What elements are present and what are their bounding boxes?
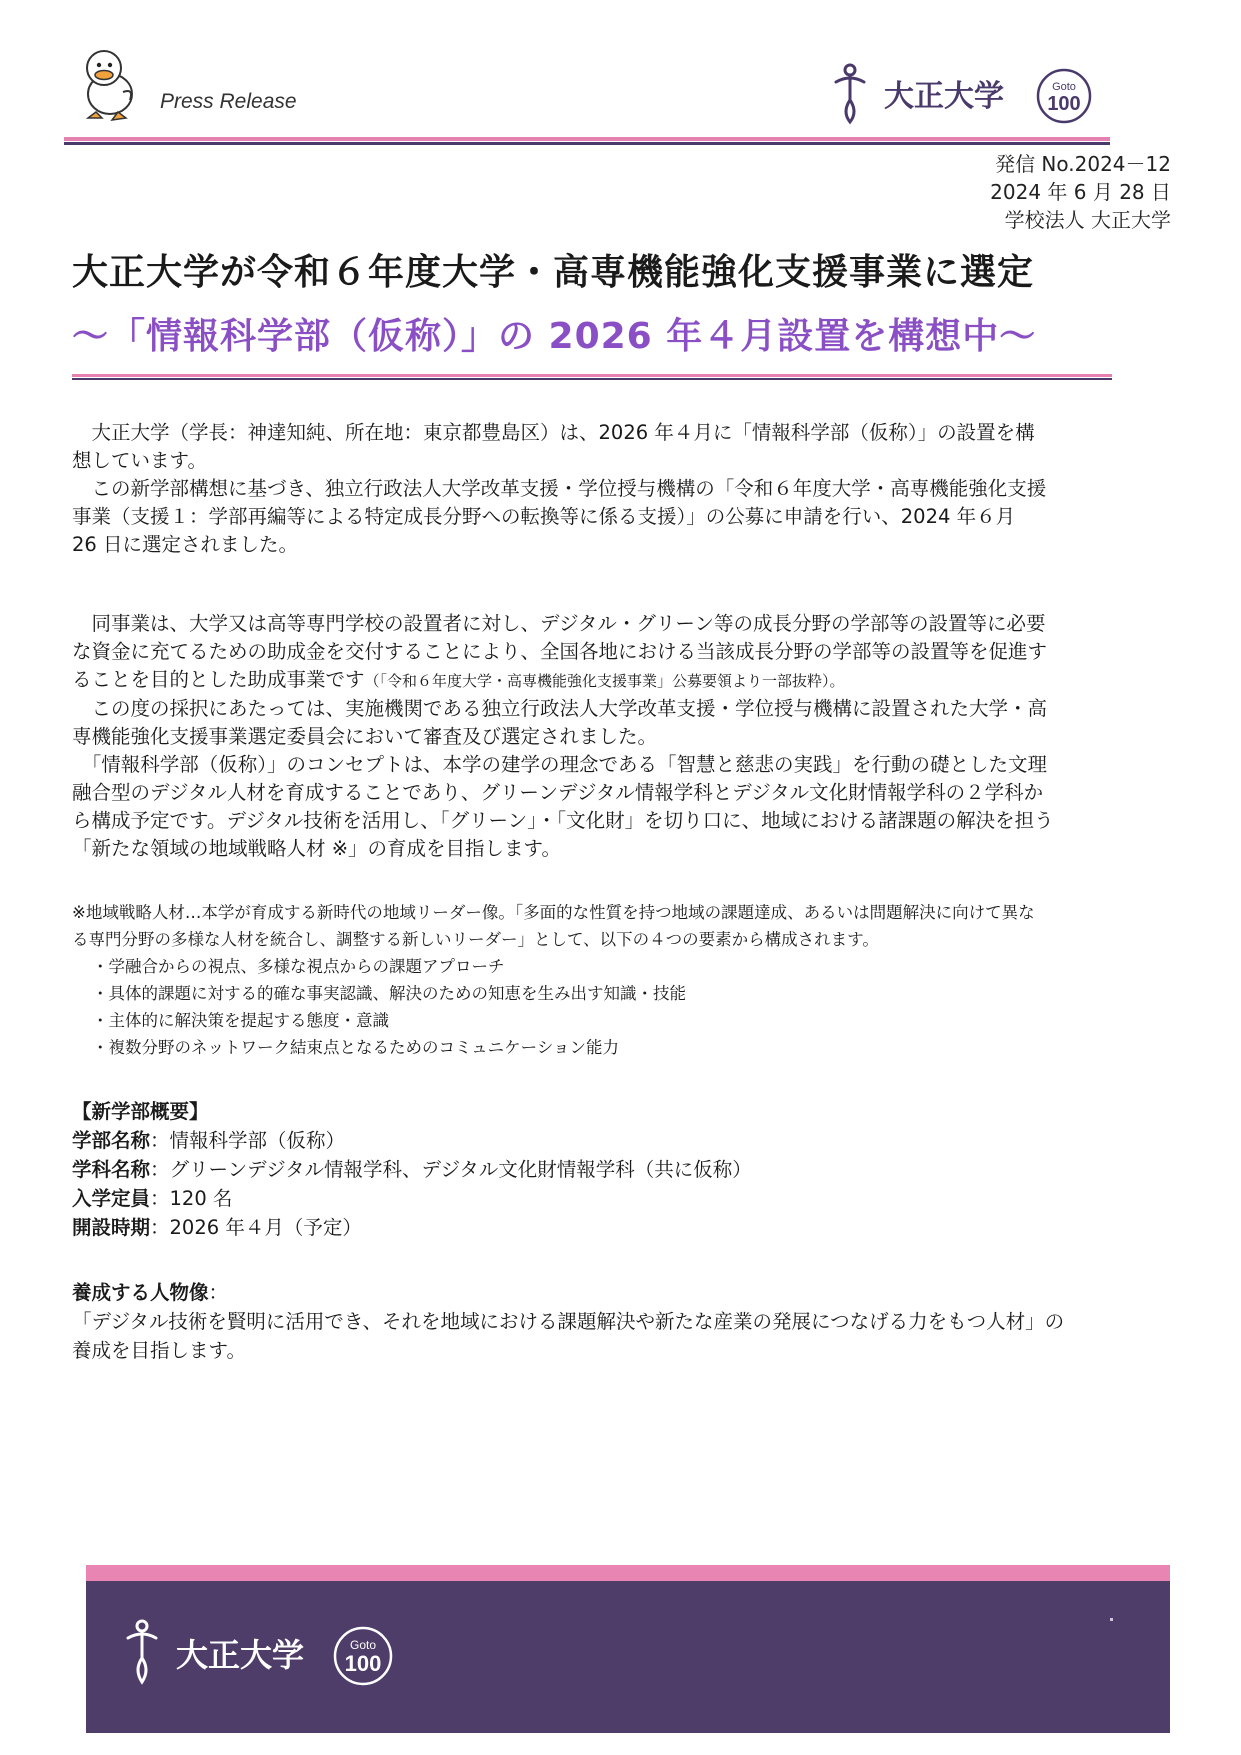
logo-wordmark: 大正大学 (884, 79, 1004, 114)
overview-label: 学科名称 (72, 1158, 151, 1181)
text-line: 養成を目指します。 (72, 1339, 246, 1362)
persona-heading: 養成する人物像 (72, 1281, 209, 1304)
list-item: ・学融合からの視点、多様な視点からの課題アプローチ (92, 957, 505, 976)
text-line: 想しています。 (72, 449, 207, 472)
text-line: 事業（支援１：学部再編等による特定成長分野への転換等に係る支援）」の公募に申請を行い、2024 年６月 (72, 505, 1016, 528)
overview-row (72, 1184, 752, 1213)
text-line: この新学部構想に基づき、独立行政法人大学改革支援・学位授与機構の「令和６年度大学・高専機能強化支援 (72, 477, 1047, 500)
university-emblem-icon (128, 1621, 156, 1682)
release-number: 発信 No.2024－12 (995, 152, 1171, 176)
university-emblem-icon (836, 65, 864, 122)
svg-text:Goto: Goto (349, 1638, 377, 1652)
text-line: ら構成予定です。デジタル技術を活用し、「グリーン」・「文化財」を切り口に、地域における諸課題の解決を担う (72, 809, 1054, 832)
overview-label: 学部名称 (72, 1129, 151, 1152)
persona-section (72, 1278, 1064, 1365)
overview-value: ：2026 年４月（予定） (150, 1216, 362, 1239)
overview-value: ：情報科学部（仮称） (150, 1129, 346, 1152)
overview-label: 入学定員 (72, 1187, 151, 1210)
text-line: この度の採択にあたっては、実施機関である独立行政法人大学改革支援・学位授与機構に設置された大学・高 (72, 697, 1048, 720)
header-rule-pink (64, 137, 1110, 141)
page-title: 大正大学が令和６年度大学・高専機能強化支援事業に選定 (72, 252, 1035, 293)
text-line (72, 666, 1172, 695)
text-line: 融合型のデジタル人材を育成することであり、グリーンデジタル情報学科とデジタル文化財情報学科の２学科か (72, 781, 1044, 804)
footer-university-logo (118, 1614, 398, 1694)
logo-wordmark: 大正大学 (176, 1636, 305, 1674)
release-meta (990, 150, 1171, 234)
persona-heading-row (72, 1278, 1064, 1307)
footer-mark (1110, 1618, 1113, 1621)
text-span: ることを目的とした助成事業です (72, 668, 365, 691)
source-citation: （「令和６年度大学・高専機能強化支援事業」公募要領より一部抜粋）。 (364, 672, 845, 690)
goto100-badge-icon (335, 1628, 391, 1684)
overview-row (72, 1126, 752, 1155)
paragraph-details (72, 610, 1172, 863)
footnote-bullet-list (92, 953, 686, 1061)
text-line: 専機能強化支援事業選定委員会において審査及び選定されました。 (72, 725, 658, 748)
list-item: ・複数分野のネットワーク結束点となるためのコミュニケーション能力 (92, 1038, 620, 1057)
title-rule-purple (72, 378, 1112, 380)
text-line: 26 日に選定されました。 (72, 533, 299, 556)
goto100-badge-icon (1038, 70, 1090, 122)
text-line: ※地域戦略人材…本学が育成する新時代の地域リーダー像。「多面的な性質を持つ地域の課題達成、あるいは問題解決に向けて異な (72, 903, 1035, 922)
overview-value: ：120 名 (150, 1187, 233, 1210)
svg-text:100: 100 (344, 1651, 382, 1676)
taisho-university-logo (826, 60, 1096, 130)
persona-colon: ： (208, 1281, 229, 1304)
release-date: 2024 年 6 月 28 日 (990, 180, 1171, 204)
text-line: 「デジタル技術を賢明に活用でき、それを地域における課題解決や新たな産業の発展につなげる力をもつ人材」の (72, 1310, 1065, 1333)
faculty-overview (72, 1097, 752, 1242)
text-line: 「情報科学部（仮称）」のコンセプトは、本学の建学の理念である「智慧と慈悲の実践」を行動の礎とした文理 (72, 753, 1048, 776)
footnote (72, 899, 1172, 953)
svg-text:100: 100 (1047, 93, 1081, 115)
duck-mascot-icon (68, 44, 148, 124)
text-line: る専門分野の多様な人材を統合し、調整する新しいリーダー」として、以下の４つの要素から構成されます。 (72, 930, 879, 949)
header-rule-purple (64, 142, 1110, 145)
overview-heading: 【新学部概要】 (72, 1100, 209, 1123)
text-line: 大正大学（学長：神達知純、所在地：東京都豊島区）は、2026 年４月に「情報科学部（仮称）」の設置を構 (72, 421, 1035, 444)
text-line: 同事業は、大学又は高等専門学校の設置者に対し、デジタル・グリーン等の成長分野の学部等の設置等に必要 (72, 612, 1046, 635)
paragraph-intro (72, 419, 1172, 559)
press-release-label: Press Release (160, 90, 297, 113)
overview-label: 開設時期 (72, 1216, 151, 1239)
overview-value: ：グリーンデジタル情報学科、デジタル文化財情報学科（共に仮称） (150, 1158, 752, 1181)
page-subtitle: ～「情報科学部（仮称）」の 2026 年４月設置を構想中～ (72, 316, 1037, 357)
svg-text:Goto: Goto (1052, 81, 1076, 93)
overview-row (72, 1213, 752, 1242)
list-item: ・主体的に解決策を提起する態度・意識 (92, 1011, 389, 1030)
footer-pink-band (86, 1565, 1170, 1581)
text-line: な資金に充てるための助成金を交付することにより、全国各地における当該成長分野の学部等の設置等を促進す (72, 640, 1048, 663)
release-issuer: 学校法人 大正大学 (1004, 208, 1171, 232)
title-rule-pink (72, 374, 1112, 377)
overview-row (72, 1155, 752, 1184)
text-line: 「新たな領域の地域戦略人材 ※」の育成を目指します。 (72, 837, 561, 860)
list-item: ・具体的課題に対する的確な事実認識、解決のための知恵を生み出す知識・技能 (92, 984, 686, 1003)
